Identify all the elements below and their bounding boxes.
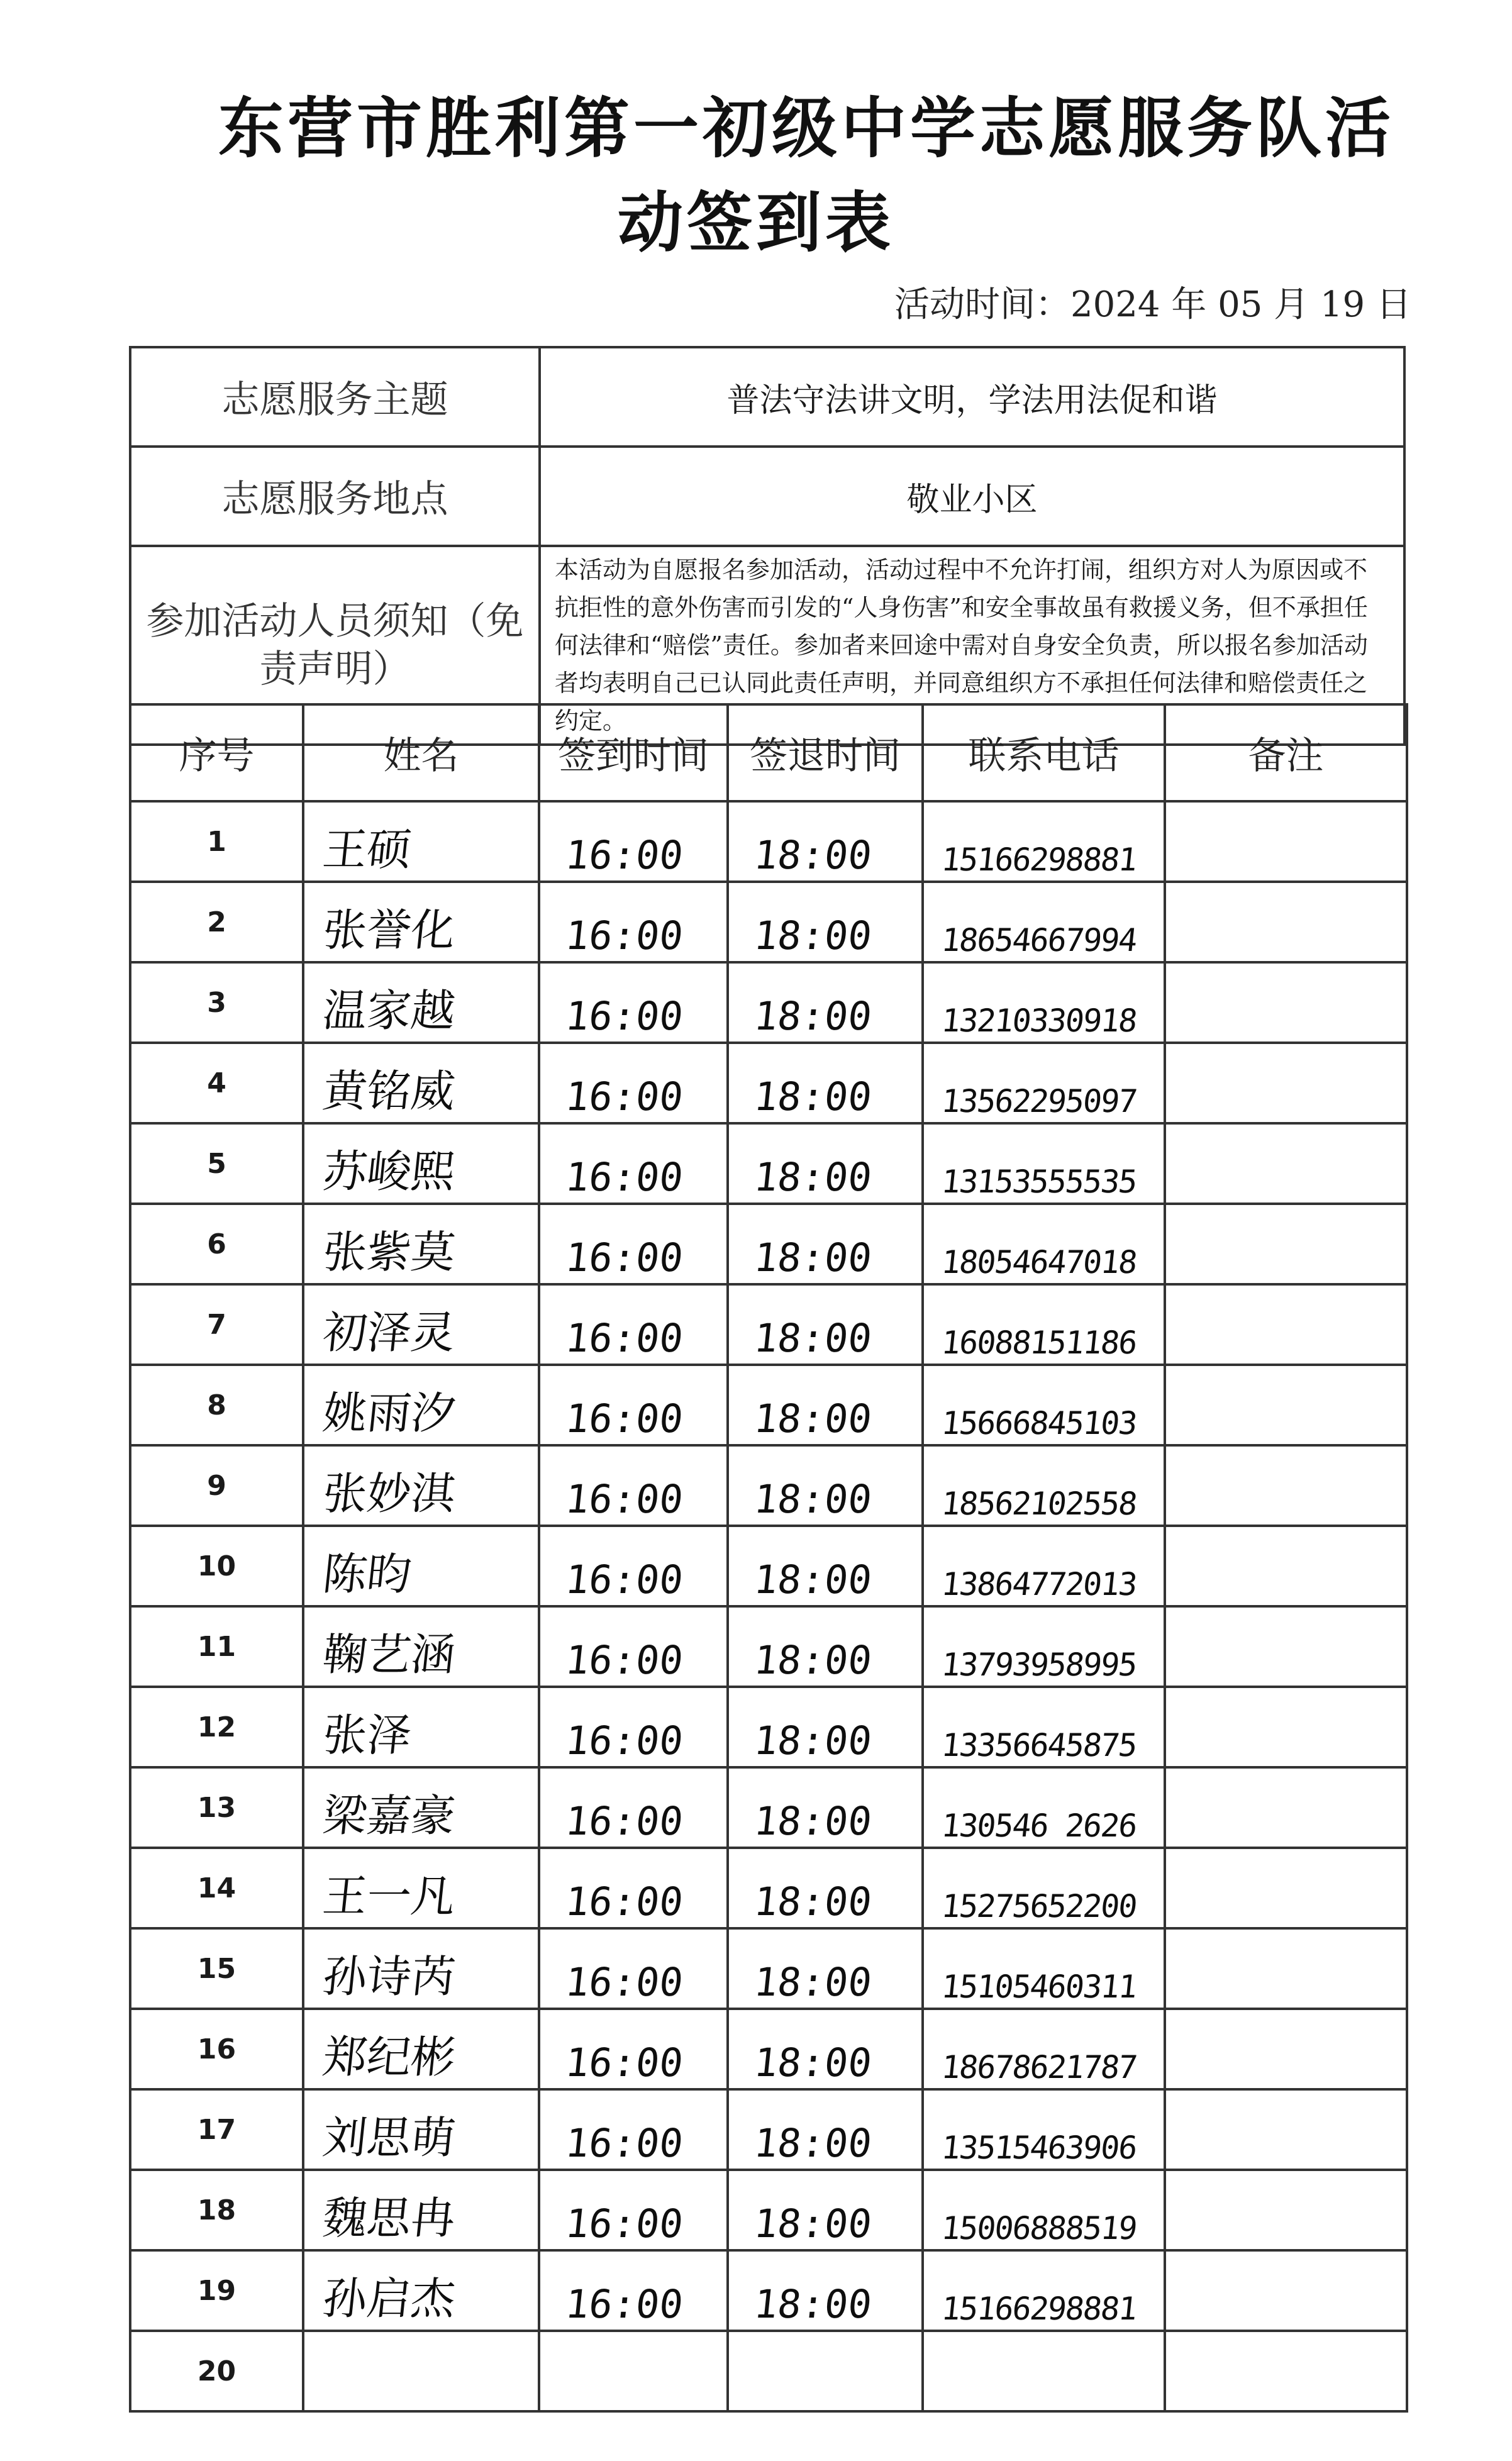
contact-phone-cell: [923, 1606, 1165, 1687]
remark-cell: [1165, 801, 1407, 882]
checkout-time: 18:00: [752, 993, 874, 1039]
remark-cell: [1165, 962, 1407, 1043]
checkin-time-cell: [539, 2089, 728, 2170]
table-row: [130, 1123, 1407, 1204]
checkout-time: 18:00: [752, 2040, 874, 2086]
contact-phone: 18562102558: [940, 1486, 1138, 1522]
remark: [1166, 1200, 1406, 1203]
contact-phone: 15006888519: [940, 2210, 1138, 2247]
signin-rows: [130, 801, 1407, 2411]
remark-cell: [1165, 2170, 1407, 2250]
row-number: 18: [130, 2170, 303, 2250]
signer-name-cell: [303, 1606, 539, 1687]
signer-name: 姚雨汐: [320, 1387, 458, 1439]
checkout-time-cell: [728, 1526, 923, 1606]
checkin-time: 16:00: [563, 1557, 686, 1603]
table-row: [130, 1526, 1407, 1606]
contact-phone-cell: [923, 1687, 1165, 1767]
row-number: 7: [130, 1284, 303, 1365]
contact-phone-cell: [923, 801, 1165, 882]
contact-phone: 13153555535: [940, 1164, 1138, 1200]
checkout-time: 18:00: [752, 1637, 874, 1683]
signer-name: 王硕: [320, 824, 414, 875]
checkin-time-cell: [539, 1767, 728, 1848]
table-row: [130, 1204, 1407, 1284]
remark: [1166, 1522, 1406, 1525]
checkout-time-cell: [728, 2331, 923, 2411]
remark: [1166, 1603, 1406, 1605]
row-number: 16: [130, 2009, 303, 2089]
contact-phone: 13562295097: [940, 1083, 1138, 1119]
row-number: 19: [130, 2250, 303, 2331]
remark: [1166, 1280, 1406, 1283]
table-row: [130, 1043, 1407, 1123]
checkin-time: 16:00: [563, 1637, 686, 1683]
signin-table: [129, 703, 1408, 2413]
row-number: 2: [130, 882, 303, 962]
checkout-time-cell: [728, 2170, 923, 2250]
signer-name-cell: [303, 962, 539, 1043]
table-row: [130, 1606, 1407, 1687]
checkout-time-cell: [728, 1687, 923, 1767]
checkin-time: 16:00: [563, 1476, 686, 1522]
theme-value: 普法守法讲文明，学法用法促和谐: [540, 347, 1404, 447]
signer-name: 初泽灵: [320, 1307, 458, 1358]
remark: [1166, 1764, 1406, 1766]
remark: [1166, 1442, 1406, 1444]
checkout-time: 18:00: [752, 1476, 874, 1522]
signer-name: 黄铭威: [320, 1065, 458, 1117]
checkout-time: 18:00: [752, 1959, 874, 2005]
row-number: 10: [130, 1526, 303, 1606]
contact-phone: 18054647018: [940, 1244, 1138, 1280]
row-number: 6: [130, 1204, 303, 1284]
activity-date: 活动时间：2024 年 05 月 19 日: [894, 284, 1411, 325]
contact-phone-cell: [923, 1445, 1165, 1526]
checkin-time-cell: [539, 801, 728, 882]
col-header-checkout: 签退时间: [728, 704, 923, 801]
checkin-time-cell: [539, 962, 728, 1043]
remark: [1166, 1925, 1406, 1927]
row-number: 20: [130, 2331, 303, 2411]
remark: [1166, 958, 1406, 961]
notice-text: 本活动为自愿报名参加活动，活动过程中不允许打闹，组织方对人为原因或不抗拒性的意外伤害而引发的“人身伤害”和安全事故虽有救援义务，但不承担任何法律和“赔偿”责任。参加者来回途中需对自身安全负责，所以报名参加活动者均表明自己已认同此责任声明，并同意组织方不承担任何法律和赔偿责任之约定。: [540, 546, 1404, 745]
table-row: [130, 882, 1407, 962]
contact-phone-cell: [923, 1526, 1165, 1606]
checkin-time-cell: [539, 1445, 728, 1526]
checkout-time: 18:00: [752, 1315, 874, 1361]
signer-name: 张妙淇: [320, 1468, 458, 1519]
checkin-time-cell: [539, 2331, 728, 2411]
checkin-time: 16:00: [563, 1879, 686, 1925]
checkout-time: 18:00: [752, 1557, 874, 1603]
checkout-time-cell: [728, 801, 923, 882]
checkout-time-cell: [728, 1204, 923, 1284]
signer-name-cell: [303, 1526, 539, 1606]
checkin-time: 16:00: [563, 913, 686, 958]
signer-name: 张泽: [320, 1709, 414, 1761]
remark: [1166, 1361, 1406, 1364]
table-row: [130, 2331, 1407, 2411]
signer-name-cell: [303, 1284, 539, 1365]
remark: [1166, 2166, 1406, 2169]
col-header-note: 备注: [1165, 704, 1407, 801]
contact-phone: 15275652200: [940, 1888, 1138, 1925]
remark-cell: [1165, 1123, 1407, 1204]
remark-cell: [1165, 1848, 1407, 1928]
remark-cell: [1165, 1043, 1407, 1123]
contact-phone: 18678621787: [940, 2049, 1138, 2086]
checkout-time: 18:00: [752, 1798, 874, 1844]
checkout-time-cell: [728, 1928, 923, 2009]
checkout-time: 18:00: [752, 1235, 874, 1280]
signer-name: 梁嘉豪: [320, 1790, 458, 1842]
row-number: 17: [130, 2089, 303, 2170]
signer-name-cell: [303, 1365, 539, 1445]
checkin-time: 16:00: [563, 1718, 686, 1764]
contact-phone-cell: [923, 2170, 1165, 2250]
signer-name-cell: [303, 882, 539, 962]
signer-name: [304, 2408, 538, 2410]
checkin-time: 16:00: [563, 1315, 686, 1361]
checkout-time: 18:00: [752, 2281, 874, 2327]
contact-phone-cell: [923, 2250, 1165, 2331]
checkin-time: 16:00: [563, 2040, 686, 2086]
contact-phone: 18654667994: [940, 922, 1138, 958]
checkin-time: 16:00: [563, 1798, 686, 1844]
checkout-time-cell: [728, 882, 923, 962]
checkin-time-cell: [539, 1123, 728, 1204]
checkin-time: 16:00: [563, 1959, 686, 2005]
checkin-time-cell: [539, 882, 728, 962]
checkin-time-cell: [539, 1928, 728, 2009]
col-header-checkin: 签到时间: [539, 704, 728, 801]
header-row: [130, 704, 1407, 801]
location-label: 志愿服务地点: [130, 447, 540, 546]
info-row-location: [130, 447, 1404, 546]
checkout-time: 18:00: [752, 1396, 874, 1442]
table-row: [130, 2089, 1407, 2170]
signer-name: 郑纪彬: [320, 2031, 458, 2083]
info-table: [129, 346, 1406, 746]
checkout-time: 18:00: [752, 1879, 874, 1925]
checkout-time-cell: [728, 1365, 923, 1445]
checkin-time: 16:00: [563, 993, 686, 1039]
signer-name-cell: [303, 1928, 539, 2009]
remark-cell: [1165, 1767, 1407, 1848]
signer-name: 张紫莫: [320, 1226, 458, 1278]
signer-name: 魏思冉: [320, 2192, 458, 2244]
signer-name-cell: [303, 2250, 539, 2331]
checkin-time: 16:00: [563, 832, 686, 878]
signer-name-cell: [303, 2009, 539, 2089]
row-number: 3: [130, 962, 303, 1043]
contact-phone-cell: [923, 1928, 1165, 2009]
remark: [1166, 2247, 1406, 2249]
table-row: [130, 1445, 1407, 1526]
info-row-theme: [130, 347, 1404, 447]
checkout-time: 18:00: [752, 2120, 874, 2166]
contact-phone-cell: [923, 1848, 1165, 1928]
checkout-time-cell: [728, 1445, 923, 1526]
col-header-name: 姓名: [303, 704, 539, 801]
contact-phone: 13356645875: [940, 1727, 1138, 1764]
contact-phone-cell: [923, 1043, 1165, 1123]
table-row: [130, 1365, 1407, 1445]
checkin-time: 16:00: [563, 1396, 686, 1442]
row-number: 4: [130, 1043, 303, 1123]
checkin-time: 16:00: [563, 2120, 686, 2166]
remark: [1166, 878, 1406, 881]
row-number: 15: [130, 1928, 303, 2009]
signer-name-cell: [303, 1204, 539, 1284]
table-row: [130, 1687, 1407, 1767]
notice-label: 参加活动人员须知（免责声明）: [130, 546, 540, 745]
checkout-time-cell: [728, 962, 923, 1043]
checkout-time-cell: [728, 1284, 923, 1365]
contact-phone-cell: [923, 2331, 1165, 2411]
signer-name: 刘思萌: [320, 2112, 458, 2164]
checkin-time-cell: [539, 1526, 728, 1606]
remark-cell: [1165, 1365, 1407, 1445]
row-number: 14: [130, 1848, 303, 1928]
signer-name-cell: [303, 2089, 539, 2170]
table-row: [130, 2009, 1407, 2089]
checkout-time-cell: [728, 1767, 923, 1848]
signer-name: 鞠艺涵: [320, 1629, 458, 1680]
contact-phone: 13210330918: [940, 1003, 1138, 1039]
checkout-time: 18:00: [752, 2201, 874, 2247]
remark: [1166, 2327, 1406, 2330]
checkin-time: [540, 2408, 726, 2410]
row-number: 13: [130, 1767, 303, 1848]
remark-cell: [1165, 1284, 1407, 1365]
signer-name-cell: [303, 1445, 539, 1526]
contact-phone: 130546 2626: [940, 1808, 1138, 1844]
checkin-time-cell: [539, 1848, 728, 1928]
checkout-time: 18:00: [752, 832, 874, 878]
contact-phone: 13793958995: [940, 1647, 1138, 1683]
contact-phone: 15105460311: [940, 1969, 1138, 2005]
remark-cell: [1165, 2009, 1407, 2089]
contact-phone-cell: [923, 1123, 1165, 1204]
remark: [1166, 1119, 1406, 1122]
checkout-time: 18:00: [752, 1074, 874, 1119]
contact-phone-cell: [923, 2089, 1165, 2170]
checkout-time: 18:00: [752, 913, 874, 958]
checkout-time-cell: [728, 1043, 923, 1123]
contact-phone: 15666845103: [940, 1405, 1138, 1442]
row-number: 9: [130, 1445, 303, 1526]
theme-label: 志愿服务主题: [130, 347, 540, 447]
table-row: [130, 1848, 1407, 1928]
contact-phone-cell: [923, 1204, 1165, 1284]
remark-cell: [1165, 1687, 1407, 1767]
title-line-2: 动签到表: [617, 184, 894, 261]
checkin-time-cell: [539, 1204, 728, 1284]
contact-phone: 15166298881: [940, 2291, 1138, 2327]
signer-name: 孙诗芮: [320, 1951, 458, 2003]
remark-cell: [1165, 2250, 1407, 2331]
checkin-time-cell: [539, 1687, 728, 1767]
row-number: 12: [130, 1687, 303, 1767]
signer-name: 孙启杰: [320, 2273, 458, 2325]
checkout-time-cell: [728, 1606, 923, 1687]
signer-name-cell: [303, 801, 539, 882]
signer-name-cell: [303, 1848, 539, 1928]
checkin-time-cell: [539, 1606, 728, 1687]
table-row: [130, 1928, 1407, 2009]
remark: [1166, 2005, 1406, 2008]
checkin-time: 16:00: [563, 1074, 686, 1119]
checkin-time: 16:00: [563, 1235, 686, 1280]
checkin-time-cell: [539, 2250, 728, 2331]
row-number: 8: [130, 1365, 303, 1445]
contact-phone-cell: [923, 962, 1165, 1043]
row-number: 5: [130, 1123, 303, 1204]
remark-cell: [1165, 2089, 1407, 2170]
checkout-time-cell: [728, 1123, 923, 1204]
checkin-time-cell: [539, 2170, 728, 2250]
contact-phone: 13515463906: [940, 2130, 1138, 2166]
checkout-time-cell: [728, 2250, 923, 2331]
row-number: 11: [130, 1606, 303, 1687]
contact-phone: [924, 2408, 1164, 2410]
checkout-time-cell: [728, 1848, 923, 1928]
remark-cell: [1165, 1445, 1407, 1526]
checkin-time: 16:00: [563, 2201, 686, 2247]
table-row: [130, 2250, 1407, 2331]
signer-name-cell: [303, 1043, 539, 1123]
checkin-time: 16:00: [563, 2281, 686, 2327]
contact-phone: 16088151186: [940, 1325, 1138, 1361]
remark: [1166, 1039, 1406, 1042]
contact-phone-cell: [923, 2009, 1165, 2089]
remark-cell: [1165, 1526, 1407, 1606]
checkin-time: 16:00: [563, 1154, 686, 1200]
table-row: [130, 1284, 1407, 1365]
checkout-time-cell: [728, 2089, 923, 2170]
remark: [1166, 1844, 1406, 1847]
checkin-time-cell: [539, 1365, 728, 1445]
signer-name: 温家越: [320, 985, 458, 1036]
remark-cell: [1165, 1606, 1407, 1687]
contact-phone: 13864772013: [940, 1566, 1138, 1603]
remark-cell: [1165, 2331, 1407, 2411]
contact-phone: 15166298881: [940, 842, 1138, 878]
remark: [1166, 2086, 1406, 2088]
table-row: [130, 801, 1407, 882]
remark: [1166, 1683, 1406, 1686]
checkout-time: [729, 2408, 921, 2410]
checkout-time: 18:00: [752, 1718, 874, 1764]
signer-name: 苏峻熙: [320, 1146, 458, 1197]
checkout-time-cell: [728, 2009, 923, 2089]
table-row: [130, 1767, 1407, 1848]
checkin-time-cell: [539, 1043, 728, 1123]
signer-name-cell: [303, 2170, 539, 2250]
remark-cell: [1165, 1928, 1407, 2009]
signer-name-cell: [303, 2331, 539, 2411]
location-value: 敬业小区: [540, 447, 1404, 546]
table-row: [130, 2170, 1407, 2250]
signer-name: 张誉化: [320, 904, 458, 956]
col-header-no: 序号: [130, 704, 303, 801]
remark: [1166, 2408, 1406, 2410]
contact-phone-cell: [923, 1284, 1165, 1365]
signer-name-cell: [303, 1123, 539, 1204]
signer-name-cell: [303, 1687, 539, 1767]
checkin-time-cell: [539, 2009, 728, 2089]
col-header-phone: 联系电话: [923, 704, 1165, 801]
table-row: [130, 962, 1407, 1043]
remark-cell: [1165, 882, 1407, 962]
checkout-time: 18:00: [752, 1154, 874, 1200]
signer-name-cell: [303, 1767, 539, 1848]
title-line-1: 东营市胜利第一初级中学志愿服务队活: [218, 89, 1394, 167]
remark-cell: [1165, 1204, 1407, 1284]
signer-name: 陈昀: [320, 1548, 414, 1600]
contact-phone-cell: [923, 1365, 1165, 1445]
checkin-time-cell: [539, 1284, 728, 1365]
contact-phone-cell: [923, 1767, 1165, 1848]
signer-name: 王一凡: [320, 1870, 458, 1922]
row-number: 1: [130, 801, 303, 882]
contact-phone-cell: [923, 882, 1165, 962]
